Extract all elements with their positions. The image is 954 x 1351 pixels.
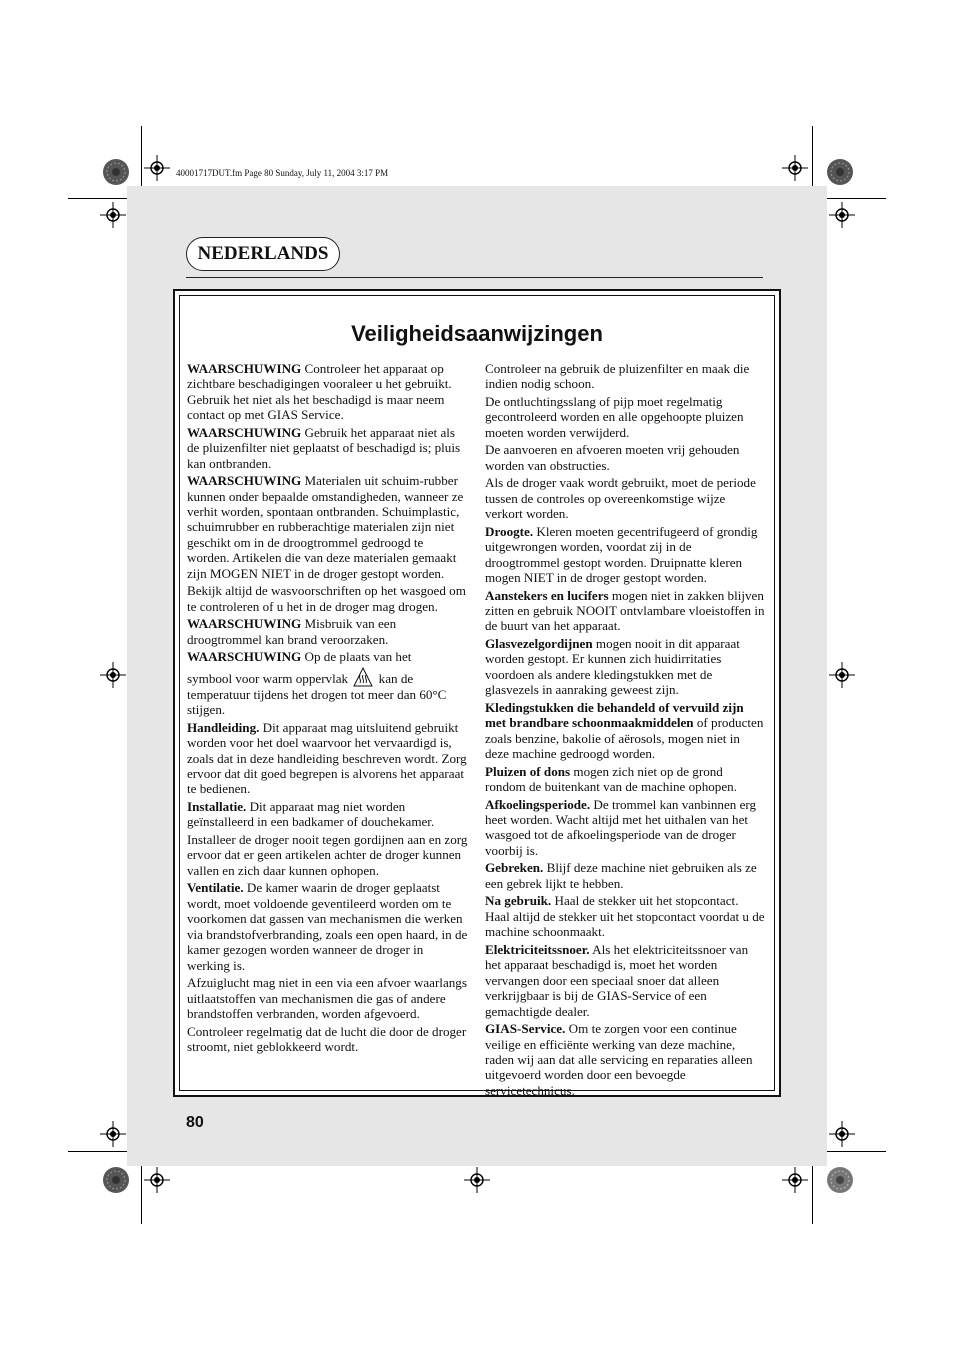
registration-mark-icon — [782, 155, 808, 181]
paragraph-text: Bekijk altijd de wasvoorschriften op het wasgoed om te controleren of u het in de droger mag drogen. — [187, 583, 466, 614]
paragraph-text: Misbruik van een droogtrommel kan brand veroorzaken. — [187, 616, 397, 647]
registration-mark-icon — [144, 1167, 170, 1193]
paragraph-lead: GIAS-Service. — [485, 1021, 566, 1037]
paragraph — [485, 636, 765, 698]
paragraph-lead: Droogte. — [485, 523, 534, 539]
paragraph-text: Haal de stekker uit het stopcontact. Haal altijd de stekker uit het stopcontact voordat u de machine schoonmaakt. — [485, 893, 765, 940]
registration-mark-icon — [829, 662, 855, 688]
paragraph-text: mogen nooit in dit apparaat worden gestopt. Er kunnen zich huidirritaties voordoen als andere kledingstukken met de glasvezels in aanraking geweest zijn. — [485, 636, 740, 698]
hot-surface-warning-icon — [353, 667, 373, 687]
paragraph-lead: WAARSCHUWING — [187, 649, 302, 665]
paragraph-lead: WAARSCHUWING — [187, 473, 302, 489]
paragraph-lead: Elektriciteitssnoer. — [485, 941, 590, 957]
paragraph-lead: Gebreken. — [485, 860, 544, 876]
paragraph — [485, 893, 765, 939]
paragraph — [187, 1024, 469, 1055]
paragraph-lead: WAARSCHUWING — [187, 616, 302, 632]
color-rosette-icon — [826, 158, 854, 186]
paragraph — [485, 475, 765, 521]
crop-mark — [812, 1166, 813, 1224]
paragraph — [187, 361, 469, 423]
crop-mark — [827, 198, 886, 199]
paragraph-text: De trommel kan vanbinnen erg heet worden. Wacht altijd met het uithalen van het wasgoed tot de afkoelingsperiode van de droger voorbij is. — [485, 796, 757, 858]
page-title: Veiligheidsaanwijzingen — [351, 321, 603, 346]
paragraph-text: Controleer na gebruik de pluizenfilter en maak die indien nodig schoon. — [485, 361, 750, 392]
paragraph-text: Dit apparaat mag niet worden geïnstalleerd in een badkamer of douchekamer. — [187, 799, 435, 830]
crop-mark — [141, 126, 142, 186]
paragraph-lead: Installatie. — [187, 799, 247, 815]
paragraph-text: Afzuiglucht mag niet in een via een afvoer waarlangs uitlaatstoffen van mechanismen die gas of andere brandstoffen verbranden, worden afgevoerd. — [187, 975, 467, 1021]
paragraph-text: symbool voor warm oppervlak — [187, 670, 349, 686]
right-column — [485, 361, 765, 1100]
file-header: 40001717DUT.fm Page 80 Sunday, July 11, 2004 3:17 PM — [176, 168, 389, 178]
registration-mark-icon — [782, 1167, 808, 1193]
paragraph-text: Installeer de droger nooit tegen gordijnen aan en zorg ervoor dat er geen artikelen achter de droger kunnen vallen en zich daar kunnen ophopen. — [187, 832, 468, 878]
crop-mark — [827, 1151, 886, 1152]
paragraph-text: Als de droger vaak wordt gebruikt, moet de periode tussen de controles op overeenkomstige wijze verkort worden. — [485, 475, 756, 522]
paragraph-lead: Glasvezelgordijnen — [485, 636, 593, 652]
header-rule — [186, 277, 763, 278]
paragraph-text: Dit apparaat mag uitsluitend gebruikt worden voor het doel waarvoor het vervaardigd is, zoals dat in deze handleiding beschreven wordt. Zorg ervoor dat dit goed begrepen is alvorens het apparaat te bedienen. — [187, 719, 467, 797]
paragraph-text: Gebruik het apparaat niet als de pluizenfilter niet geplaatst of beschadigd is; pluis kan ontbranden. — [187, 424, 461, 471]
page-number: 80 — [186, 1114, 204, 1131]
paragraph-lead: Ventilatie. — [187, 880, 244, 896]
registration-mark-icon — [144, 155, 170, 181]
paragraph — [485, 764, 765, 795]
paragraph — [485, 942, 765, 1019]
paragraph — [187, 473, 469, 581]
registration-mark-icon — [464, 1167, 490, 1193]
paragraph-lead: Handleiding. — [187, 719, 260, 735]
paragraph — [187, 880, 469, 972]
paragraph — [485, 442, 765, 473]
registration-mark-icon — [829, 202, 855, 228]
paragraph — [485, 394, 765, 440]
paragraph — [187, 975, 469, 1021]
paragraph — [187, 616, 469, 647]
crop-mark — [68, 1151, 127, 1152]
paragraph-lead: Aanstekers en lucifers — [485, 587, 609, 603]
paragraph — [187, 425, 469, 471]
paragraph — [187, 799, 469, 830]
paragraph — [485, 797, 765, 859]
paragraph — [485, 524, 765, 586]
paragraph-text: of producten zoals benzine, bakolie of aërosols, mogen niet in deze machine gedroogd worden. — [485, 715, 764, 762]
color-rosette-icon — [102, 1166, 130, 1194]
paragraph-text: Blijf deze machine niet gebruiken als ze een gebrek lijkt te hebben. — [485, 860, 757, 891]
paragraph — [485, 588, 765, 634]
paragraph-text: De aanvoeren en afvoeren moeten vrij gehouden worden van obstructies. — [485, 442, 740, 473]
paragraph-text: Controleer regelmatig dat de lucht die door de droger stroomt, niet geblokkeerd wordt. — [187, 1023, 467, 1054]
paragraph — [187, 720, 469, 797]
paragraph-text: Materialen uit schuim-rubber kunnen onder bepaalde omstandigheden, wanneer ze verhit worden, spontaan ontbranden. Schuimplastic, schuimrubber en rubberachtige materialen zijn niet geschikt om in de droogtrommel gedroogd te worden. Artikelen die van deze materialen gemaakt zijn MOGEN NIET in de droger gestopt worden. — [187, 473, 464, 581]
registration-mark-icon — [100, 1121, 126, 1147]
paragraph-text: Kleren moeten gecentrifugeerd of grondig uitgewrongen worden, voordat zij in de droogtrommel gestopt worden. Druipnatte kleren mogen NIET in de droger gestopt worden. — [485, 523, 758, 586]
safety-box — [173, 289, 781, 1097]
paragraph — [485, 361, 765, 392]
crop-mark — [141, 1166, 142, 1224]
color-rosette-icon — [826, 1166, 854, 1194]
paragraph-text: Om te zorgen voor een continue veilige en efficiënte werking van deze machine, raden wij aan dat alle servicing en reparaties alleen uitgevoerd worden door een bevoegde servicetechnicus. — [485, 1021, 753, 1098]
color-rosette-icon — [102, 158, 130, 186]
left-column — [187, 361, 469, 1057]
paragraph-text: Op de plaats van het — [301, 649, 412, 665]
registration-mark-icon — [100, 662, 126, 688]
paragraph — [187, 649, 469, 664]
paragraph-text: De kamer waarin de droger geplaatst wordt, moet voldoende geventileerd worden om te voorkomen dat gassen van mechanismen die werken via brandstofverbranding, zoals een open haard, in de kamer gezogen worden wanneer de droger in werking is. — [187, 880, 468, 973]
registration-mark-icon — [100, 202, 126, 228]
paragraph — [187, 832, 469, 878]
crop-mark — [812, 126, 813, 186]
paragraph-text: mogen niet in zakken blijven zitten en gebruik NOOIT ontvlambare vloeistoffen in de buurt van het apparaat. — [485, 587, 765, 634]
paragraph — [187, 667, 469, 718]
paragraph-text: mogen zich niet op de grond rondom de buitenkant van de machine ophopen. — [485, 763, 737, 795]
crop-mark — [68, 198, 127, 199]
paragraph-text: Als het elektriciteitssnoer van het apparaat beschadigd is, moet het worden vervangen door een speciaal snoer dat alleen verkrijgbaar is bij de GIAS-Service of een gemachtigde dealer. — [485, 941, 749, 1019]
paragraph-lead: Pluizen of dons — [485, 763, 571, 779]
paragraph-text: kan de temperatuur tijdens het drogen tot meer dan 60°C stijgen. — [187, 670, 447, 718]
paragraph-lead: WAARSCHUWING — [187, 361, 302, 376]
paragraph-lead: WAARSCHUWING — [187, 424, 302, 440]
paragraph — [485, 860, 765, 891]
paragraph-lead: Kledingstukken die behandeld of vervuild zijn met brandbare schoonmaakmiddelen — [485, 699, 744, 731]
paragraph — [485, 1021, 765, 1098]
paragraph-text: De ontluchtingsslang of pijp moet regelmatig gecontroleerd worden en alle opgehoopte pluizen moeten worden verwijderd. — [485, 394, 744, 440]
paragraph — [485, 700, 765, 762]
registration-mark-icon — [829, 1121, 855, 1147]
paragraph — [187, 583, 469, 614]
paragraph-text: Controleer het apparaat op zichtbare beschadigingen vooraleer u het gebruikt. Gebruik het niet als het beschadigd is maar neem contact op met GIAS Service. — [187, 361, 452, 423]
paragraph-lead: Afkoelingsperiode. — [485, 796, 591, 812]
language-tab: NEDERLANDS — [186, 237, 340, 271]
paragraph-lead: Na gebruik. — [485, 893, 552, 909]
